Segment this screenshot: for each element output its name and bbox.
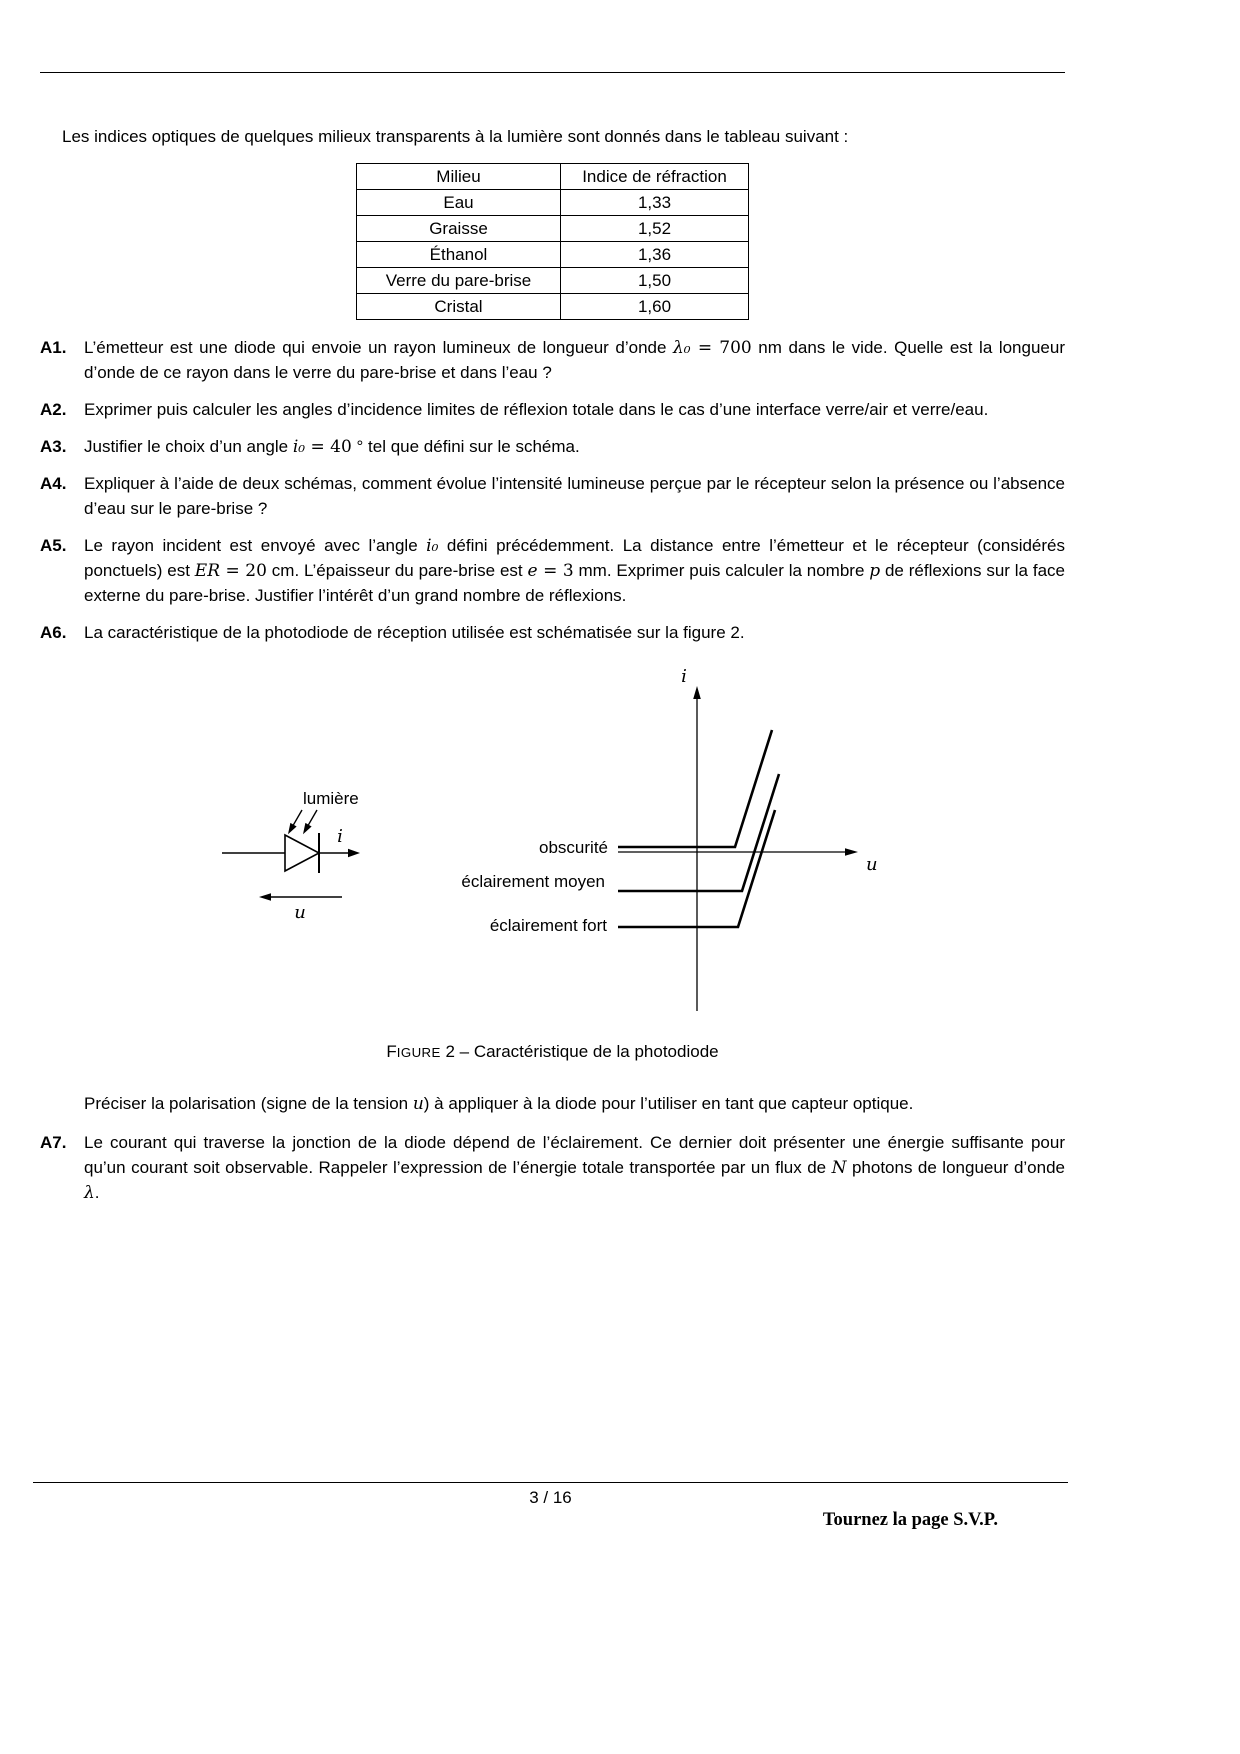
refraction-index-table	[356, 163, 749, 320]
current-label: i	[337, 825, 343, 847]
u-axis-label: u	[866, 853, 878, 875]
figure-2	[40, 666, 1065, 1062]
turn-page-notice: Tournez la page S.V.P.	[822, 1510, 998, 1530]
table-header-row	[357, 164, 749, 190]
figure-caption: FIGURE 2 – Caractéristique de la photodiode	[386, 1041, 719, 1061]
question-label: A6.	[40, 622, 67, 642]
table-cell-indice: 1,50	[561, 268, 749, 294]
question-a7	[40, 1131, 1065, 1206]
current-arrow-icon	[348, 849, 360, 857]
question-label: A2.	[40, 399, 67, 419]
question-a5	[40, 534, 1065, 609]
column-header-indice: Indice de réfraction	[561, 164, 749, 190]
question-text: L’émetteur est une diode qui envoie un rayon lumineux de longueur d’onde λ₀ = 700 nm dans le vide. Quelle est la longueur d’onde de ce rayon dans le verre du pare-brise et dans l’eau ?	[84, 338, 1065, 382]
question-a6	[40, 621, 1065, 646]
question-label: A7.	[40, 1132, 67, 1152]
voltage-label: u	[294, 901, 306, 923]
question-text: Expliquer à l’aide de deux schémas, comment évolue l’intensité lumineuse perçue par le récepteur selon la présence ou l’absence d’eau sur le pare-brise ?	[84, 473, 1065, 518]
page-footer	[33, 1482, 1068, 1530]
table-cell-milieu: Graisse	[357, 216, 561, 242]
curve-label-eclairement-fort: éclairement fort	[489, 915, 607, 935]
curve-label-obscurite: obscurité	[539, 837, 608, 857]
curve-obscurite	[618, 730, 772, 847]
table-row	[357, 190, 749, 216]
question-label: A4.	[40, 473, 67, 493]
after-figure-paragraph: Préciser la polarisation (signe de la tension u) à appliquer à la diode pour l’utiliser en tant que capteur optique.	[84, 1093, 914, 1114]
question-a1	[40, 336, 1065, 386]
light-ray-icon	[300, 808, 320, 836]
photodiode-figure	[40, 666, 1065, 1026]
question-label: A5.	[40, 535, 67, 555]
diode-triangle	[285, 835, 319, 871]
photodiode-symbol	[222, 789, 360, 923]
iv-characteristic-graph	[461, 666, 877, 1011]
table-cell-indice: 1,36	[561, 242, 749, 268]
page-number: 3 / 16	[529, 1488, 572, 1507]
question-label: A3.	[40, 436, 67, 456]
table-row	[357, 294, 749, 320]
table-row	[357, 268, 749, 294]
footer-rule	[33, 1482, 1068, 1483]
question-text: Le rayon incident est envoyé avec l’angle i₀ défini précédemment. La distance entre l’émetteur et le récepteur (considérés ponctuels) est ER = 20 cm. L’épaisseur du pare-brise est e = 3 mm. Exprimer puis calculer la nombre p de réflexions sur la face externe du pare-brise. Justifier l’intérêt d’un grand nombre de réflexions.	[84, 535, 1065, 605]
table-cell-indice: 1,33	[561, 190, 749, 216]
table-cell-milieu: Cristal	[357, 294, 561, 320]
table-cell-milieu: Verre du pare-brise	[357, 268, 561, 294]
question-label: A1.	[40, 338, 67, 357]
voltage-arrow-icon	[259, 893, 271, 901]
light-ray-icon	[285, 808, 305, 836]
table-cell-indice: 1,60	[561, 294, 749, 320]
table-cell-milieu: Éthanol	[357, 242, 561, 268]
question-text: Exprimer puis calculer les angles d’incidence limites de réflexion totale dans le cas d’une interface verre/air et verre/eau.	[84, 399, 989, 419]
question-a2	[40, 398, 1065, 423]
u-axis-arrow-icon	[845, 848, 858, 856]
light-label: lumière	[303, 788, 359, 808]
curve-label-eclairement-moyen: éclairement moyen	[461, 871, 605, 891]
question-text: Justifier le choix d’un angle i₀ = 40 ° tel que défini sur le schéma.	[84, 436, 580, 457]
header-rule	[40, 72, 1065, 73]
intro-paragraph: Les indices optiques de quelques milieux transparents à la lumière sont donnés dans le tableau suivant :	[62, 127, 849, 146]
table-row	[357, 216, 749, 242]
question-text: La caractéristique de la photodiode de réception utilisée est schématisée sur la figure 2.	[84, 622, 745, 642]
question-a3	[40, 435, 1065, 460]
question-a4	[40, 472, 1065, 522]
question-list	[40, 336, 1065, 646]
i-axis-arrow-icon	[693, 686, 701, 699]
table-row	[357, 242, 749, 268]
column-header-milieu: Milieu	[357, 164, 561, 190]
table-cell-indice: 1,52	[561, 216, 749, 242]
i-axis-label: i	[681, 665, 687, 687]
question-text: Le courant qui traverse la jonction de la diode dépend de l’éclairement. Ce dernier doit présenter une énergie suffisante pour qu’un courant soit observable. Rappeler l’expression de l’énergie totale transportée par un flux de N photons de longueur d’onde λ.	[84, 1132, 1065, 1203]
table-cell-milieu: Eau	[357, 190, 561, 216]
